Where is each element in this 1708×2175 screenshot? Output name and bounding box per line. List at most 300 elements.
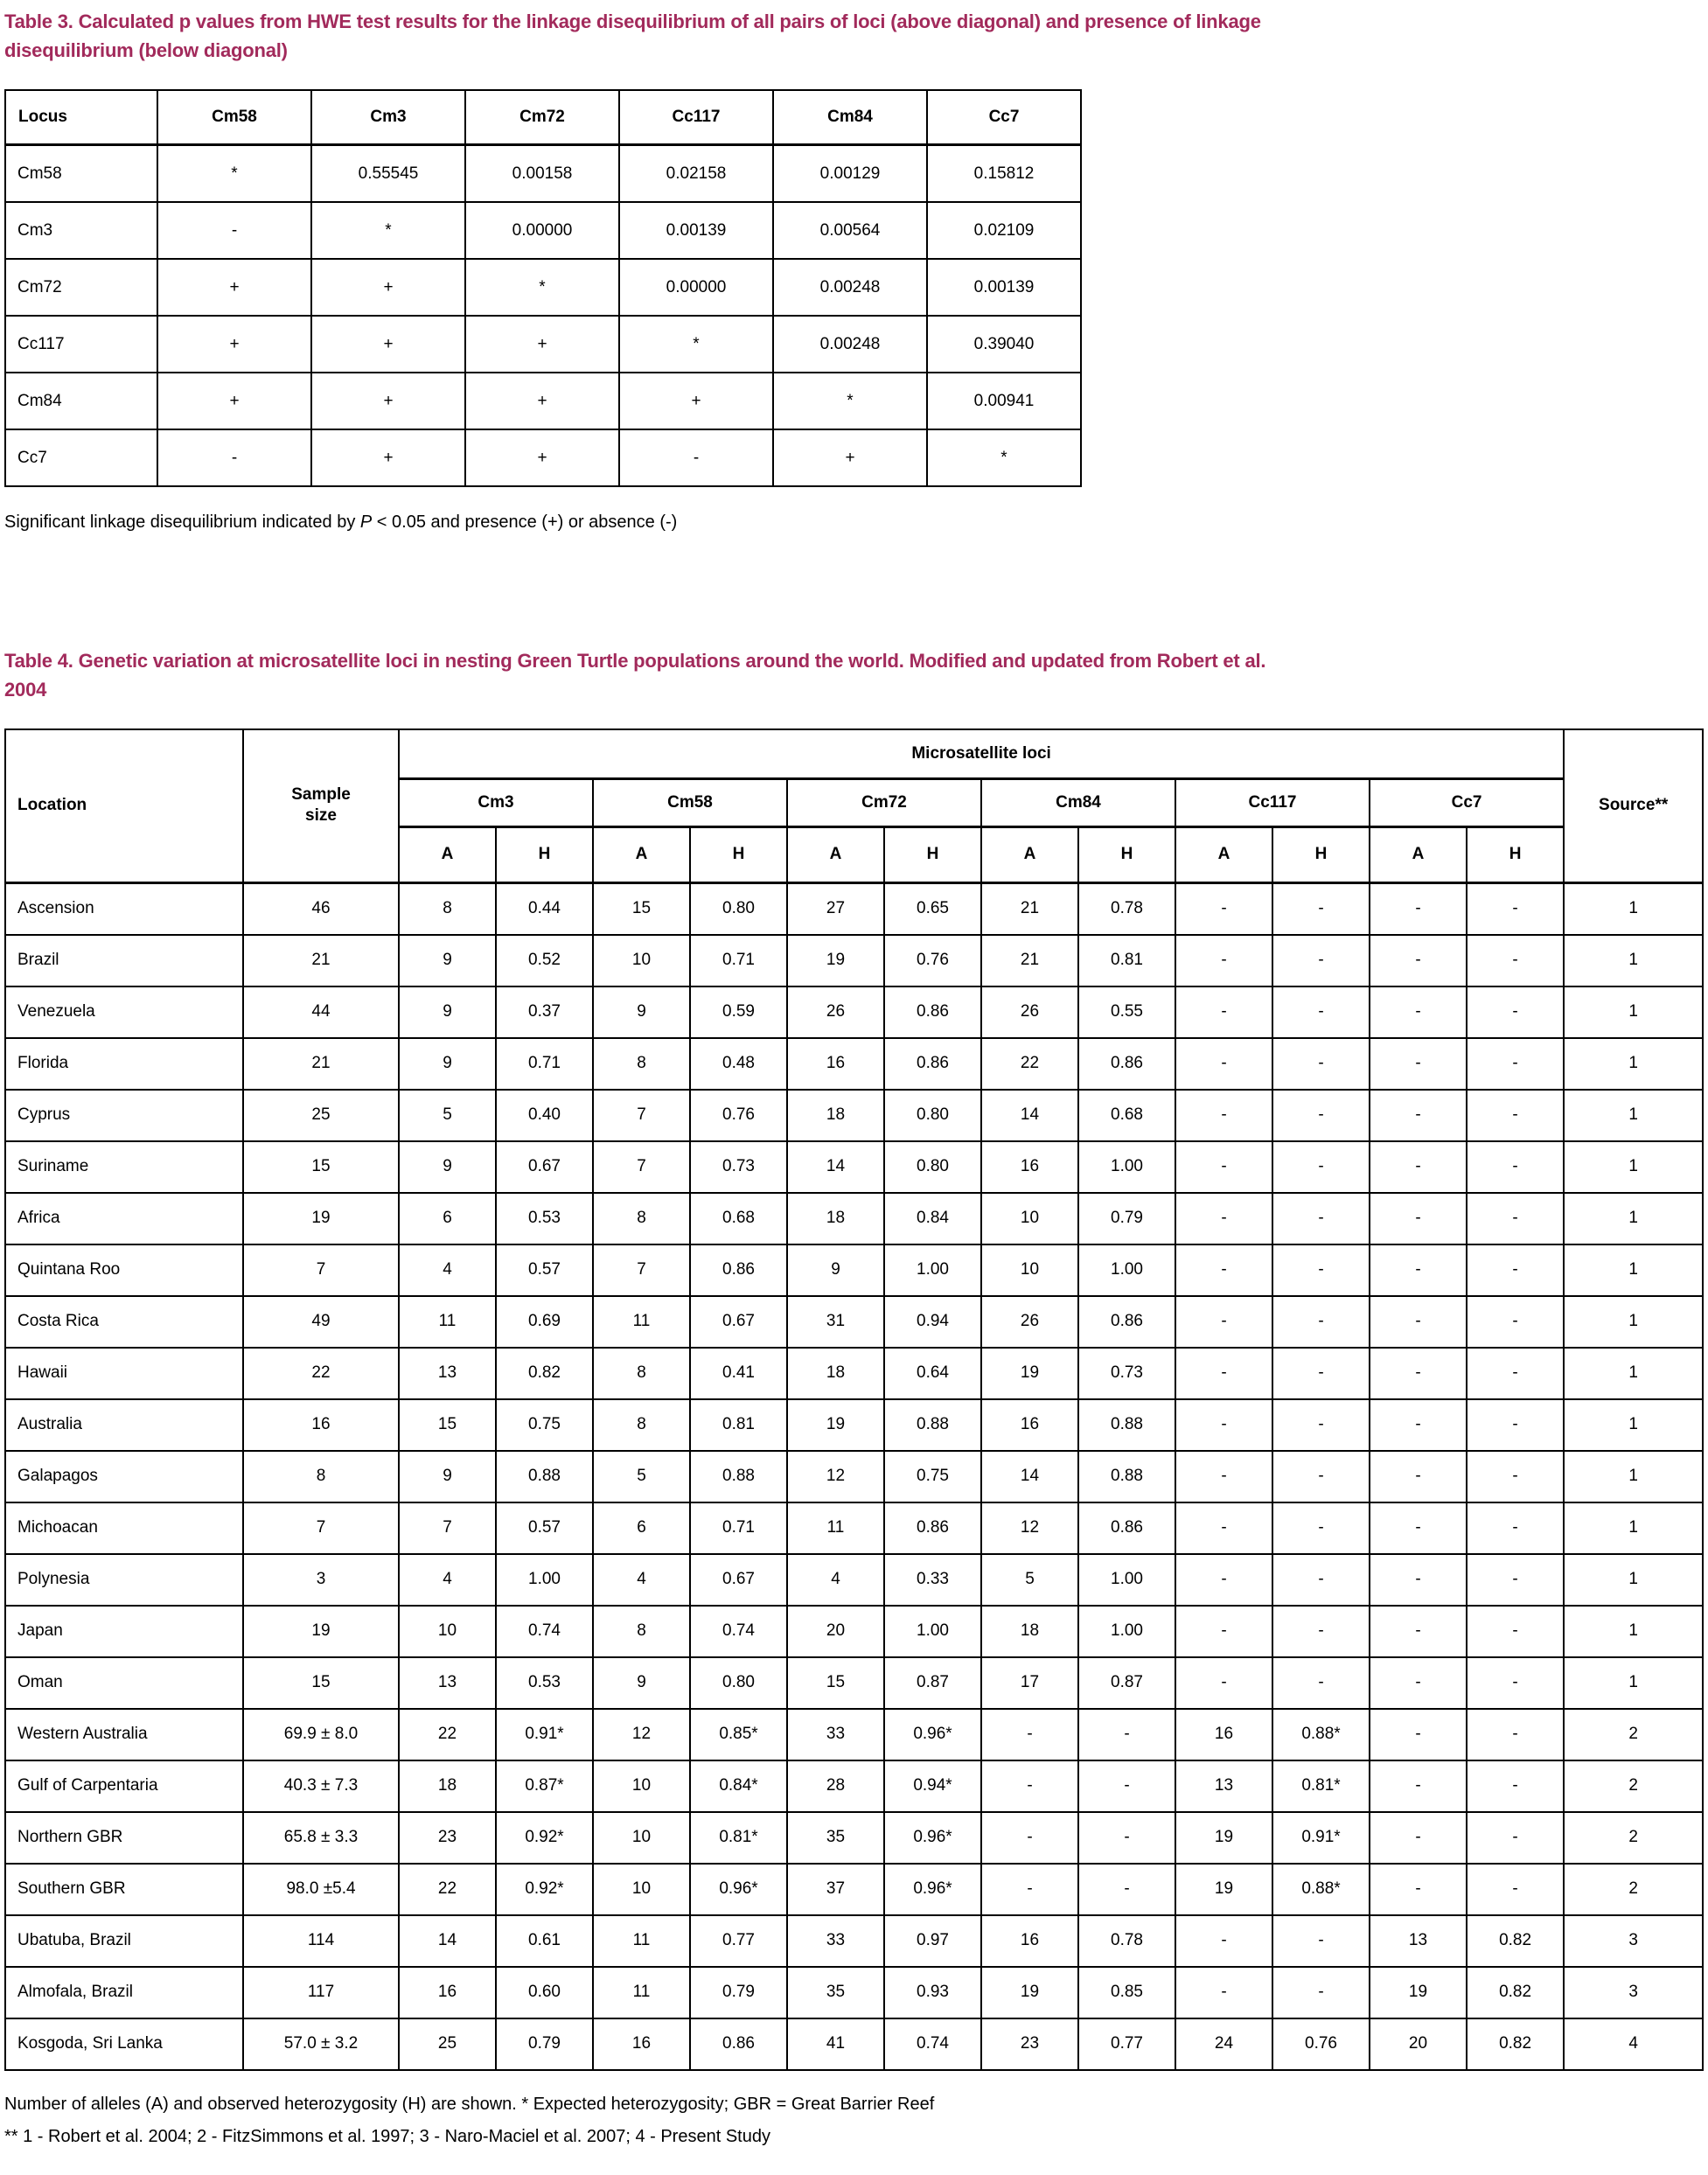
table-row (5, 1657, 1703, 1709)
data-cell: 0.59 (690, 986, 787, 1038)
table-row (5, 1709, 1703, 1760)
data-cell: 0.86 (690, 1244, 787, 1296)
data-cell: 0.80 (690, 882, 787, 935)
data-cell: - (1175, 1915, 1272, 1967)
data-cell: 8 (593, 1038, 690, 1090)
data-cell: - (1175, 1502, 1272, 1554)
data-cell: 1 (1564, 1399, 1703, 1451)
data-cell: 18 (787, 1193, 884, 1244)
data-cell: 9 (399, 935, 496, 986)
footnote-text: Significant linkage disequilibrium indicated by (4, 512, 360, 532)
data-cell: + (619, 373, 773, 429)
data-cell: 0.81 (690, 1399, 787, 1451)
data-cell: 0.80 (884, 1141, 981, 1193)
data-cell: - (1272, 1967, 1370, 2018)
data-cell: - (1370, 1141, 1467, 1193)
data-cell: 44 (243, 986, 399, 1038)
subheader-heterozygosity: H (1467, 826, 1564, 882)
data-cell: + (465, 373, 619, 429)
data-cell: - (1370, 1554, 1467, 1606)
data-cell: 0.94 (884, 1296, 981, 1348)
data-cell: 0.86 (1078, 1038, 1175, 1090)
data-cell: 10 (593, 1864, 690, 1915)
data-cell: 3 (1564, 1915, 1703, 1967)
subheader-heterozygosity: H (884, 826, 981, 882)
data-cell: 0.44 (496, 882, 593, 935)
data-cell: 19 (981, 1967, 1078, 2018)
data-cell: - (1467, 1141, 1564, 1193)
table-row (5, 935, 1703, 986)
data-cell: 7 (593, 1244, 690, 1296)
data-cell: - (1175, 882, 1272, 935)
data-cell: - (1272, 1244, 1370, 1296)
data-cell: 1.00 (1078, 1554, 1175, 1606)
data-cell: 23 (981, 2018, 1078, 2070)
table-row (5, 1451, 1703, 1502)
data-cell: - (1175, 1193, 1272, 1244)
data-cell: - (1078, 1709, 1175, 1760)
data-cell: 10 (399, 1606, 496, 1657)
data-cell: 15 (243, 1141, 399, 1193)
data-cell: 4 (593, 1554, 690, 1606)
data-cell: 0.82 (1467, 2018, 1564, 2070)
data-cell: - (1467, 1760, 1564, 1812)
data-cell: 1.00 (1078, 1141, 1175, 1193)
data-cell: 37 (787, 1864, 884, 1915)
data-cell: 7 (593, 1090, 690, 1141)
column-header-cm72: Cm72 (465, 90, 619, 145)
data-cell: 6 (399, 1193, 496, 1244)
data-cell: 4 (1564, 2018, 1703, 2070)
data-cell: 1.00 (884, 1244, 981, 1296)
data-cell: 15 (399, 1399, 496, 1451)
data-cell: 16 (243, 1399, 399, 1451)
locus-header-cc7: Cc7 (1370, 778, 1564, 826)
data-cell: 0.92* (496, 1864, 593, 1915)
row-header-cell: Galapagos (5, 1451, 243, 1502)
data-cell: - (1175, 1657, 1272, 1709)
data-cell: 0.00129 (773, 145, 927, 203)
data-cell: 7 (399, 1502, 496, 1554)
row-header-cell: Polynesia (5, 1554, 243, 1606)
table-row (5, 1760, 1703, 1812)
data-cell: * (311, 202, 465, 259)
data-cell: 1 (1564, 1038, 1703, 1090)
data-cell: 0.76 (884, 935, 981, 986)
data-cell: 41 (787, 2018, 884, 2070)
data-cell: 0.75 (884, 1451, 981, 1502)
table-row (5, 1296, 1703, 1348)
data-cell: 0.68 (1078, 1090, 1175, 1141)
data-cell: 0.91* (1272, 1812, 1370, 1864)
data-cell: - (1175, 1244, 1272, 1296)
data-cell: 0.02109 (927, 202, 1081, 259)
data-cell: 1 (1564, 1657, 1703, 1709)
data-cell: 7 (243, 1244, 399, 1296)
data-cell: 28 (787, 1760, 884, 1812)
table-row (5, 2018, 1703, 2070)
data-cell: 19 (243, 1606, 399, 1657)
row-header-cell: Gulf of Carpentaria (5, 1760, 243, 1812)
data-cell: 13 (399, 1657, 496, 1709)
column-header-cm3: Cm3 (311, 90, 465, 145)
subheader-heterozygosity: H (690, 826, 787, 882)
data-cell: - (1370, 1760, 1467, 1812)
data-cell: - (1370, 1502, 1467, 1554)
data-cell: 10 (593, 1812, 690, 1864)
data-cell: 11 (593, 1296, 690, 1348)
data-cell: 0.00564 (773, 202, 927, 259)
data-cell: 4 (399, 1244, 496, 1296)
data-cell: 16 (399, 1967, 496, 2018)
locus-header-cm58: Cm58 (593, 778, 787, 826)
row-header-cell: Australia (5, 1399, 243, 1451)
data-cell: 0.57 (496, 1502, 593, 1554)
data-cell: 0.00941 (927, 373, 1081, 429)
data-cell: 10 (981, 1244, 1078, 1296)
table-row (5, 145, 1081, 203)
table3-body (5, 145, 1081, 487)
subheader-alleles: A (1370, 826, 1467, 882)
data-cell: 46 (243, 882, 399, 935)
data-cell: 0.67 (690, 1554, 787, 1606)
data-cell: 26 (981, 986, 1078, 1038)
data-cell: - (1467, 935, 1564, 986)
data-cell: 0.88* (1272, 1709, 1370, 1760)
data-cell: 0.52 (496, 935, 593, 986)
data-cell: 0.86 (884, 1038, 981, 1090)
data-cell: 0.94* (884, 1760, 981, 1812)
data-cell: 1.00 (1078, 1606, 1175, 1657)
data-cell: * (157, 145, 311, 203)
data-cell: 40.3 ± 7.3 (243, 1760, 399, 1812)
column-header-cc7: Cc7 (927, 90, 1081, 145)
data-cell: 0.67 (496, 1141, 593, 1193)
data-cell: 9 (399, 1141, 496, 1193)
data-cell: 0.77 (1078, 2018, 1175, 2070)
column-header-location: Location (5, 729, 243, 882)
data-cell: 0.88 (496, 1451, 593, 1502)
data-cell: 22 (399, 1709, 496, 1760)
data-cell: 7 (243, 1502, 399, 1554)
data-cell: 18 (787, 1348, 884, 1399)
data-cell: * (927, 429, 1081, 486)
data-cell: 12 (981, 1502, 1078, 1554)
data-cell: 19 (787, 1399, 884, 1451)
data-cell: 0.00000 (619, 259, 773, 316)
data-cell: 0.00248 (773, 316, 927, 373)
data-cell: 27 (787, 882, 884, 935)
data-cell: - (1467, 1709, 1564, 1760)
subheader-alleles: A (399, 826, 496, 882)
data-cell: - (1370, 1864, 1467, 1915)
data-cell: 0.88 (1078, 1399, 1175, 1451)
data-cell: - (1467, 1399, 1564, 1451)
table-row (5, 429, 1081, 486)
data-cell: 19 (981, 1348, 1078, 1399)
data-cell: 0.87 (1078, 1657, 1175, 1709)
data-cell: - (1175, 1296, 1272, 1348)
data-cell: - (981, 1864, 1078, 1915)
data-cell: 1 (1564, 1090, 1703, 1141)
data-cell: 2 (1564, 1864, 1703, 1915)
column-header-sample-size (243, 729, 399, 882)
row-header-cell: Oman (5, 1657, 243, 1709)
locus-header-cm3: Cm3 (399, 778, 593, 826)
data-cell: 21 (981, 882, 1078, 935)
row-header-cell: Hawaii (5, 1348, 243, 1399)
data-cell: 1.00 (496, 1554, 593, 1606)
column-header-cc117: Cc117 (619, 90, 773, 145)
data-cell: 33 (787, 1915, 884, 1967)
data-cell: 1 (1564, 1502, 1703, 1554)
data-cell: - (1175, 1606, 1272, 1657)
data-cell: - (1370, 1606, 1467, 1657)
data-cell: 8 (243, 1451, 399, 1502)
data-cell: - (1272, 986, 1370, 1038)
data-cell: - (1272, 1606, 1370, 1657)
data-cell: 3 (243, 1554, 399, 1606)
data-cell: - (1467, 1812, 1564, 1864)
row-header-cell: Quintana Roo (5, 1244, 243, 1296)
row-header-cell: Almofala, Brazil (5, 1967, 243, 2018)
table-row (5, 373, 1081, 429)
data-cell: - (1370, 1193, 1467, 1244)
data-cell: 0.81* (1272, 1760, 1370, 1812)
data-cell: 9 (399, 1038, 496, 1090)
table4-title: Table 4. Genetic variation at microsatellite loci in nesting Green Turtle populations around the world. Modified and updated from Robert et al. 2004 (4, 650, 1266, 701)
data-cell: - (1272, 1502, 1370, 1554)
data-cell: - (1272, 1141, 1370, 1193)
sample-size-label: Sample size (291, 784, 351, 826)
footnote-italic-p: P (359, 512, 373, 532)
data-cell: + (311, 259, 465, 316)
data-cell: 11 (593, 1967, 690, 2018)
table4-footnote-1: Number of alleles (A) and observed heterozygosity (H) are shown. * Expected heterozygosity; GBR = Great Barrier Reef (4, 2094, 935, 2114)
data-cell: - (1370, 1038, 1467, 1090)
data-cell: 0.74 (884, 2018, 981, 2070)
data-cell: + (465, 429, 619, 486)
data-cell: 0.96* (690, 1864, 787, 1915)
data-cell: 16 (1175, 1709, 1272, 1760)
data-cell: 8 (593, 1606, 690, 1657)
subheader-alleles: A (1175, 826, 1272, 882)
data-cell: 1 (1564, 1244, 1703, 1296)
data-cell: 2 (1564, 1709, 1703, 1760)
data-cell: 0.86 (690, 2018, 787, 2070)
data-cell: 4 (399, 1554, 496, 1606)
data-cell: 117 (243, 1967, 399, 2018)
data-cell: - (1467, 1193, 1564, 1244)
table-row (5, 1554, 1703, 1606)
data-cell: - (981, 1709, 1078, 1760)
data-cell: 14 (981, 1090, 1078, 1141)
data-cell: 0.88 (690, 1451, 787, 1502)
data-cell: - (1467, 1038, 1564, 1090)
table3-footnote (4, 510, 1708, 534)
data-cell: + (773, 429, 927, 486)
table-row (5, 1812, 1703, 1864)
row-header-cell: Venezuela (5, 986, 243, 1038)
data-cell: 0.33 (884, 1554, 981, 1606)
data-cell: 19 (1370, 1967, 1467, 2018)
data-cell: 0.61 (496, 1915, 593, 1967)
data-cell: 1 (1564, 1451, 1703, 1502)
data-cell: 0.87* (496, 1760, 593, 1812)
data-cell: 0.71 (690, 1502, 787, 1554)
table4-footnote-2: ** 1 - Robert et al. 2004; 2 - FitzSimmons et al. 1997; 3 - Naro-Maciel et al. 2007; 4 - Present Study (4, 2126, 770, 2146)
data-cell: 0.00248 (773, 259, 927, 316)
row-header-cell: Costa Rica (5, 1296, 243, 1348)
data-cell: - (1467, 1502, 1564, 1554)
table-row (5, 1606, 1703, 1657)
data-cell: - (1175, 1967, 1272, 2018)
data-cell: 35 (787, 1812, 884, 1864)
data-cell: 0.65 (884, 882, 981, 935)
data-cell: 11 (787, 1502, 884, 1554)
data-cell: - (1272, 1915, 1370, 1967)
data-cell: - (1175, 1451, 1272, 1502)
data-cell: - (1467, 1090, 1564, 1141)
data-cell: 22 (243, 1348, 399, 1399)
data-cell: 0.79 (496, 2018, 593, 2070)
data-cell: 0.78 (1078, 1915, 1175, 1967)
data-cell: 0.40 (496, 1090, 593, 1141)
data-cell: 18 (787, 1090, 884, 1141)
row-header-cell: Japan (5, 1606, 243, 1657)
data-cell: - (1370, 1657, 1467, 1709)
data-cell: 19 (1175, 1864, 1272, 1915)
table-row (5, 1038, 1703, 1090)
data-cell: - (1370, 1090, 1467, 1141)
data-cell: 12 (593, 1709, 690, 1760)
data-cell: - (1467, 1348, 1564, 1399)
data-cell: + (465, 316, 619, 373)
data-cell: 11 (593, 1915, 690, 1967)
row-header-cell: Africa (5, 1193, 243, 1244)
row-header-cell: Cm84 (5, 373, 157, 429)
row-header-cell: Kosgoda, Sri Lanka (5, 2018, 243, 2070)
data-cell: - (619, 429, 773, 486)
data-cell: - (1272, 1348, 1370, 1399)
data-cell: 0.84* (690, 1760, 787, 1812)
data-cell: 18 (981, 1606, 1078, 1657)
data-cell: 0.71 (496, 1038, 593, 1090)
data-cell: 0.80 (884, 1090, 981, 1141)
data-cell: 0.86 (884, 1502, 981, 1554)
data-cell: 0.64 (884, 1348, 981, 1399)
data-cell: 16 (981, 1915, 1078, 1967)
row-header-cell: Florida (5, 1038, 243, 1090)
row-header-cell: Western Australia (5, 1709, 243, 1760)
data-cell: 0.93 (884, 1967, 981, 2018)
data-cell: + (157, 259, 311, 316)
data-cell: 0.84 (884, 1193, 981, 1244)
table-row (5, 1141, 1703, 1193)
data-cell: 20 (1370, 2018, 1467, 2070)
data-cell: 10 (593, 935, 690, 986)
data-cell: 23 (399, 1812, 496, 1864)
data-cell: 1 (1564, 1141, 1703, 1193)
data-cell: - (1467, 1657, 1564, 1709)
data-cell: 0.79 (1078, 1193, 1175, 1244)
data-cell: 114 (243, 1915, 399, 1967)
data-cell: 0.55 (1078, 986, 1175, 1038)
data-cell: - (1370, 882, 1467, 935)
data-cell: - (981, 1812, 1078, 1864)
table-row (5, 1244, 1703, 1296)
row-header-cell: Michoacan (5, 1502, 243, 1554)
data-cell: - (1272, 1554, 1370, 1606)
data-cell: 0.00158 (465, 145, 619, 203)
data-cell: - (1370, 1296, 1467, 1348)
table-row (5, 1915, 1703, 1967)
data-cell: 0.73 (690, 1141, 787, 1193)
data-cell: 9 (399, 986, 496, 1038)
data-cell: 1 (1564, 986, 1703, 1038)
data-cell: 14 (981, 1451, 1078, 1502)
data-cell: - (1175, 986, 1272, 1038)
data-cell: 19 (787, 935, 884, 986)
table-row (5, 202, 1081, 259)
data-cell: 25 (243, 1090, 399, 1141)
data-cell: 12 (787, 1451, 884, 1502)
data-cell: - (1272, 1090, 1370, 1141)
table-row (5, 1864, 1703, 1915)
data-cell: 0.73 (1078, 1348, 1175, 1399)
data-cell: - (1272, 1399, 1370, 1451)
data-cell: 7 (593, 1141, 690, 1193)
data-cell: 20 (787, 1606, 884, 1657)
row-header-cell: Ubatuba, Brazil (5, 1915, 243, 1967)
table-row (5, 1348, 1703, 1399)
data-cell: 35 (787, 1967, 884, 2018)
data-cell: 0.67 (690, 1296, 787, 1348)
data-cell: 16 (981, 1141, 1078, 1193)
data-cell: - (1175, 1090, 1272, 1141)
data-cell: - (1175, 1554, 1272, 1606)
data-cell: 15 (243, 1657, 399, 1709)
row-header-cell: Brazil (5, 935, 243, 986)
data-cell: - (1370, 986, 1467, 1038)
footnote-text: < 0.05 and presence (+) or absence (-) (372, 512, 678, 532)
data-cell: 0.57 (496, 1244, 593, 1296)
data-cell: - (1467, 1296, 1564, 1348)
column-header-locus: Locus (5, 90, 157, 145)
data-cell: 0.88 (884, 1399, 981, 1451)
data-cell: 0.71 (690, 935, 787, 986)
data-cell: 0.55545 (311, 145, 465, 203)
data-cell: 0.53 (496, 1657, 593, 1709)
data-cell: 10 (981, 1193, 1078, 1244)
data-cell: 0.91* (496, 1709, 593, 1760)
data-cell: - (1370, 1244, 1467, 1296)
table3-hwe-linkage-table (4, 89, 1082, 487)
data-cell: 1 (1564, 882, 1703, 935)
data-cell: 0.78 (1078, 882, 1175, 935)
subheader-alleles: A (981, 826, 1078, 882)
data-cell: * (773, 373, 927, 429)
data-cell: 4 (787, 1554, 884, 1606)
data-cell: 9 (593, 986, 690, 1038)
data-cell: 21 (243, 935, 399, 986)
data-cell: 0.81 (1078, 935, 1175, 986)
data-cell: 9 (399, 1451, 496, 1502)
data-cell: 8 (593, 1348, 690, 1399)
locus-header-cc117: Cc117 (1175, 778, 1370, 826)
data-cell: 0.00139 (619, 202, 773, 259)
data-cell: 5 (981, 1554, 1078, 1606)
